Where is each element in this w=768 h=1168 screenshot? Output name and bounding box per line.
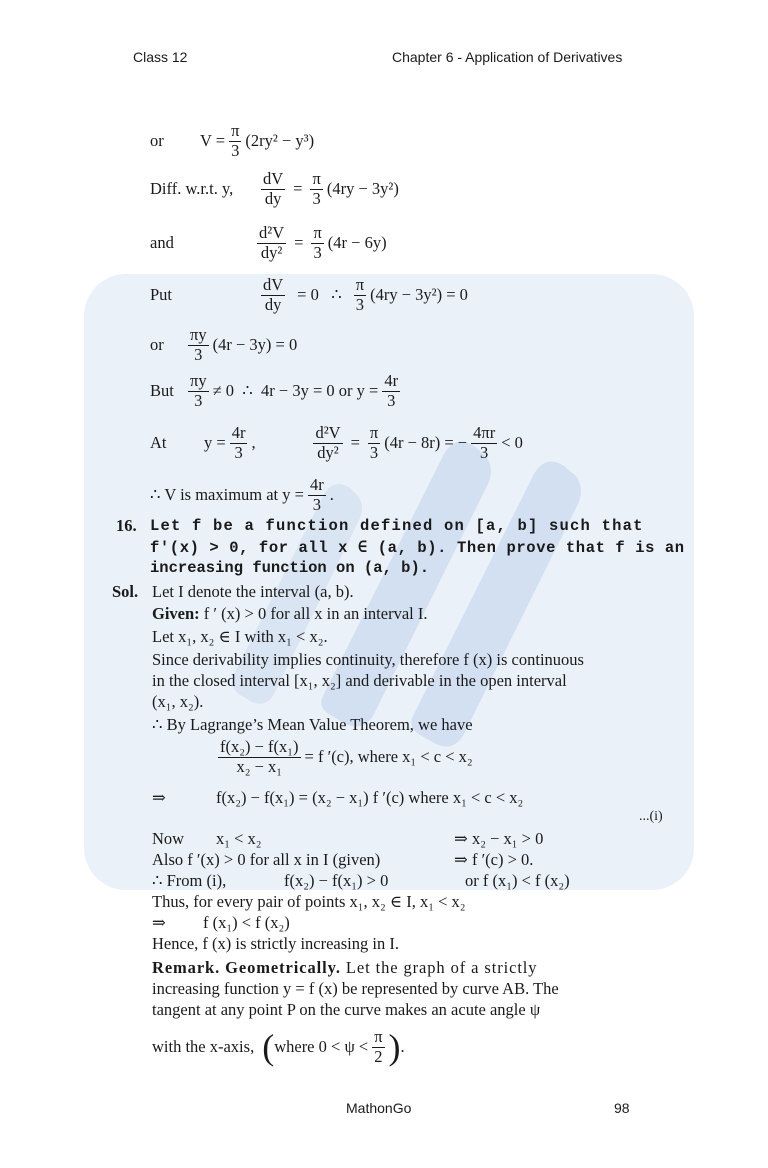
solution-line: Let I denote the interval (a, b). bbox=[152, 582, 354, 601]
solution-line: f (x₁) < f (x₂) bbox=[203, 913, 290, 932]
fraction-4pir-3 bbox=[471, 424, 497, 463]
from-left: ∴ From (i), bbox=[152, 871, 227, 890]
frac-den: 3 bbox=[387, 390, 396, 410]
fraction-4r-3 bbox=[230, 424, 248, 463]
frac-num: π bbox=[312, 169, 321, 188]
fraction-dv-dy bbox=[261, 276, 285, 315]
frac-num: π bbox=[313, 223, 322, 242]
question-line-1: Let f be a function defined on [a, b] such that bbox=[150, 517, 644, 535]
expr: (4ry − 3y²) = 0 bbox=[370, 285, 468, 305]
y-equals: y = bbox=[204, 433, 226, 453]
also-text: Also f ′(x) > 0 for all x in I (given) bbox=[152, 850, 381, 869]
frac-den: dy bbox=[264, 294, 282, 314]
equation-tag: ...(i) bbox=[639, 809, 663, 824]
question-line-3: increasing function on (a, b). bbox=[150, 559, 430, 577]
equation-at bbox=[150, 424, 523, 463]
solution-given bbox=[152, 604, 427, 624]
implies-arrow: ⇒ bbox=[152, 913, 166, 932]
frac-den: 3 bbox=[234, 442, 243, 462]
frac-num: π bbox=[369, 423, 379, 442]
expr: (4r − 6y) bbox=[327, 233, 387, 253]
mvt-equation bbox=[214, 738, 473, 777]
equals: = bbox=[294, 233, 304, 253]
remark-line-3: tangent at any point P on the curve makes an acute angle ψ bbox=[152, 1000, 541, 1019]
remark-line-4 bbox=[152, 1028, 405, 1067]
equation-d2v-dy2 bbox=[150, 224, 387, 263]
header-chapter: Chapter 6 - Application of Derivatives bbox=[392, 49, 623, 65]
expr: (2ry² − y³) bbox=[245, 131, 315, 151]
equation-dv-dy bbox=[150, 170, 399, 209]
solution-line: (x₁, x₂). bbox=[152, 692, 204, 711]
frac-den: 3 bbox=[313, 242, 322, 262]
frac-num: d²V bbox=[259, 223, 285, 242]
frac-den: 3 bbox=[194, 344, 203, 364]
comma: , bbox=[251, 433, 256, 453]
frac-den: dy² bbox=[260, 242, 283, 262]
expr: (4r − 8r) = − bbox=[384, 433, 468, 453]
implies-arrow: ⇒ bbox=[152, 788, 166, 807]
remark-text: with the x-axis, bbox=[152, 1037, 255, 1057]
fraction-4r-3 bbox=[382, 372, 400, 411]
frac-den: 3 bbox=[355, 294, 365, 314]
equation-but bbox=[150, 372, 404, 411]
also-right: ⇒ f ′(c) > 0. bbox=[454, 850, 534, 869]
frac-num: d²V bbox=[315, 423, 341, 442]
equation-or-piy bbox=[150, 326, 297, 365]
word-put: Put bbox=[150, 285, 173, 305]
v-equals: V = bbox=[200, 131, 226, 151]
frac-num: πy bbox=[190, 325, 207, 344]
diff-label: Diff. w.r.t. y, bbox=[150, 179, 234, 199]
question-line-2: f′(x) > 0, for all x ∈ (a, b). Then prove that f is an bbox=[150, 539, 685, 557]
frac-den: 3 bbox=[194, 390, 203, 410]
given-label: Given: bbox=[152, 604, 200, 623]
now-left: x₁ < x₂ bbox=[216, 829, 262, 848]
fraction-pi-3 bbox=[229, 122, 241, 161]
frac-num: dV bbox=[263, 275, 284, 294]
equation-volume bbox=[150, 122, 314, 161]
less-than-zero: < 0 bbox=[501, 433, 523, 453]
frac-num: 4r bbox=[384, 371, 399, 390]
solution-line: ∴ By Lagrange’s Mean Value Theorem, we have bbox=[152, 715, 473, 734]
remark-line-2: increasing function y = f (x) be represented by curve AB. The bbox=[152, 979, 559, 998]
fraction-pi-3 bbox=[311, 224, 323, 263]
footer-brand: MathonGo bbox=[346, 1100, 412, 1116]
fraction-pi-3 bbox=[310, 170, 322, 209]
frac-num: 4r bbox=[231, 423, 246, 442]
frac-num: dV bbox=[263, 169, 284, 188]
word-or: or bbox=[150, 335, 164, 355]
question-number: 16. bbox=[116, 516, 137, 535]
frac-den: dy bbox=[264, 188, 282, 208]
period: . bbox=[400, 1037, 405, 1057]
solution-line: Thus, for every pair of points x₁, x₂ ∈ I, x₁ < x₂ bbox=[152, 892, 466, 911]
word-at: At bbox=[150, 433, 167, 453]
equals-zero-therefore: = 0 ∴ bbox=[297, 285, 342, 305]
mvt-rhs: = f ′(c), where x₁ < c < x₂ bbox=[304, 747, 473, 767]
remark-text: Let the graph of a strictly bbox=[345, 958, 538, 977]
frac-den: 3 bbox=[369, 442, 379, 462]
equation-max bbox=[150, 476, 334, 515]
page-number: 98 bbox=[614, 1100, 630, 1116]
fraction-piy-3 bbox=[188, 326, 209, 365]
fraction-dv-dy bbox=[261, 170, 285, 209]
now-right: ⇒ x₂ − x₁ > 0 bbox=[454, 829, 544, 848]
equation-put bbox=[150, 276, 468, 315]
frac-num: π bbox=[374, 1027, 383, 1046]
max-text: ∴ V is maximum at y = bbox=[150, 485, 304, 505]
fraction-mvt bbox=[218, 738, 301, 777]
frac-num: π bbox=[231, 121, 240, 140]
from-mid: f(x₂) − f(x₁) > 0 bbox=[284, 871, 389, 890]
given-text: f ′ (x) > 0 for all x in an interval I. bbox=[203, 604, 428, 623]
frac-den: x₂ − x₁ bbox=[236, 756, 283, 776]
now-label: Now bbox=[152, 829, 185, 848]
remark-label: Remark. Geometrically. bbox=[152, 958, 341, 977]
solution-line: Let x₁, x₂ ∈ I with x₁ < x₂. bbox=[152, 627, 328, 646]
word-or: or bbox=[150, 131, 164, 151]
equals: = bbox=[293, 179, 303, 199]
solution-label: Sol. bbox=[112, 582, 139, 601]
equals: = bbox=[350, 433, 360, 453]
frac-num: 4πr bbox=[473, 423, 496, 442]
solution-line: in the closed interval [x₁, x₂] and derivable in the open interval bbox=[152, 671, 567, 690]
left-paren: ( bbox=[262, 1027, 275, 1068]
solution-line: Hence, f (x) is strictly increasing in I. bbox=[152, 934, 399, 953]
fraction-pi-3 bbox=[354, 276, 366, 315]
period: . bbox=[329, 485, 334, 505]
expr: (4r − 3y) = 0 bbox=[212, 335, 298, 355]
fraction-d2v-dy2 bbox=[257, 224, 286, 263]
frac-den: 2 bbox=[374, 1046, 383, 1066]
frac-den: 3 bbox=[231, 140, 240, 160]
expr: (4ry − 3y²) bbox=[326, 179, 399, 199]
word-and: and bbox=[150, 233, 174, 253]
right-paren: ) bbox=[388, 1027, 401, 1068]
frac-num: f(x₂) − f(x₁) bbox=[220, 737, 299, 756]
header-class: Class 12 bbox=[133, 49, 188, 65]
frac-num: 4r bbox=[309, 475, 324, 494]
fraction-pi-3 bbox=[368, 424, 380, 463]
fraction-piy-3 bbox=[188, 372, 209, 411]
word-but: But bbox=[150, 381, 174, 401]
fraction-pi-2 bbox=[372, 1028, 384, 1067]
where-text: where 0 < ψ < bbox=[274, 1037, 369, 1057]
solution-line: f(x₂) − f(x₁) = (x₂ − x₁) f ′(c) where x₁ < c < x₂ bbox=[216, 788, 524, 807]
frac-num: πy bbox=[190, 371, 207, 390]
solution-line: Since derivability implies continuity, therefore f (x) is continuous bbox=[152, 650, 584, 669]
remark-line-1 bbox=[152, 958, 537, 978]
frac-den: 3 bbox=[480, 442, 489, 462]
expr: ≠ 0 ∴ 4r − 3y = 0 or y = bbox=[212, 381, 379, 401]
frac-den: 3 bbox=[312, 188, 321, 208]
frac-den: 3 bbox=[312, 494, 321, 514]
fraction-d2v-dy2 bbox=[313, 424, 342, 463]
frac-num: π bbox=[355, 275, 365, 294]
fraction-4r-3 bbox=[308, 476, 326, 515]
from-right: or f (x₁) < f (x₂) bbox=[465, 871, 570, 890]
frac-den: dy² bbox=[317, 442, 339, 462]
